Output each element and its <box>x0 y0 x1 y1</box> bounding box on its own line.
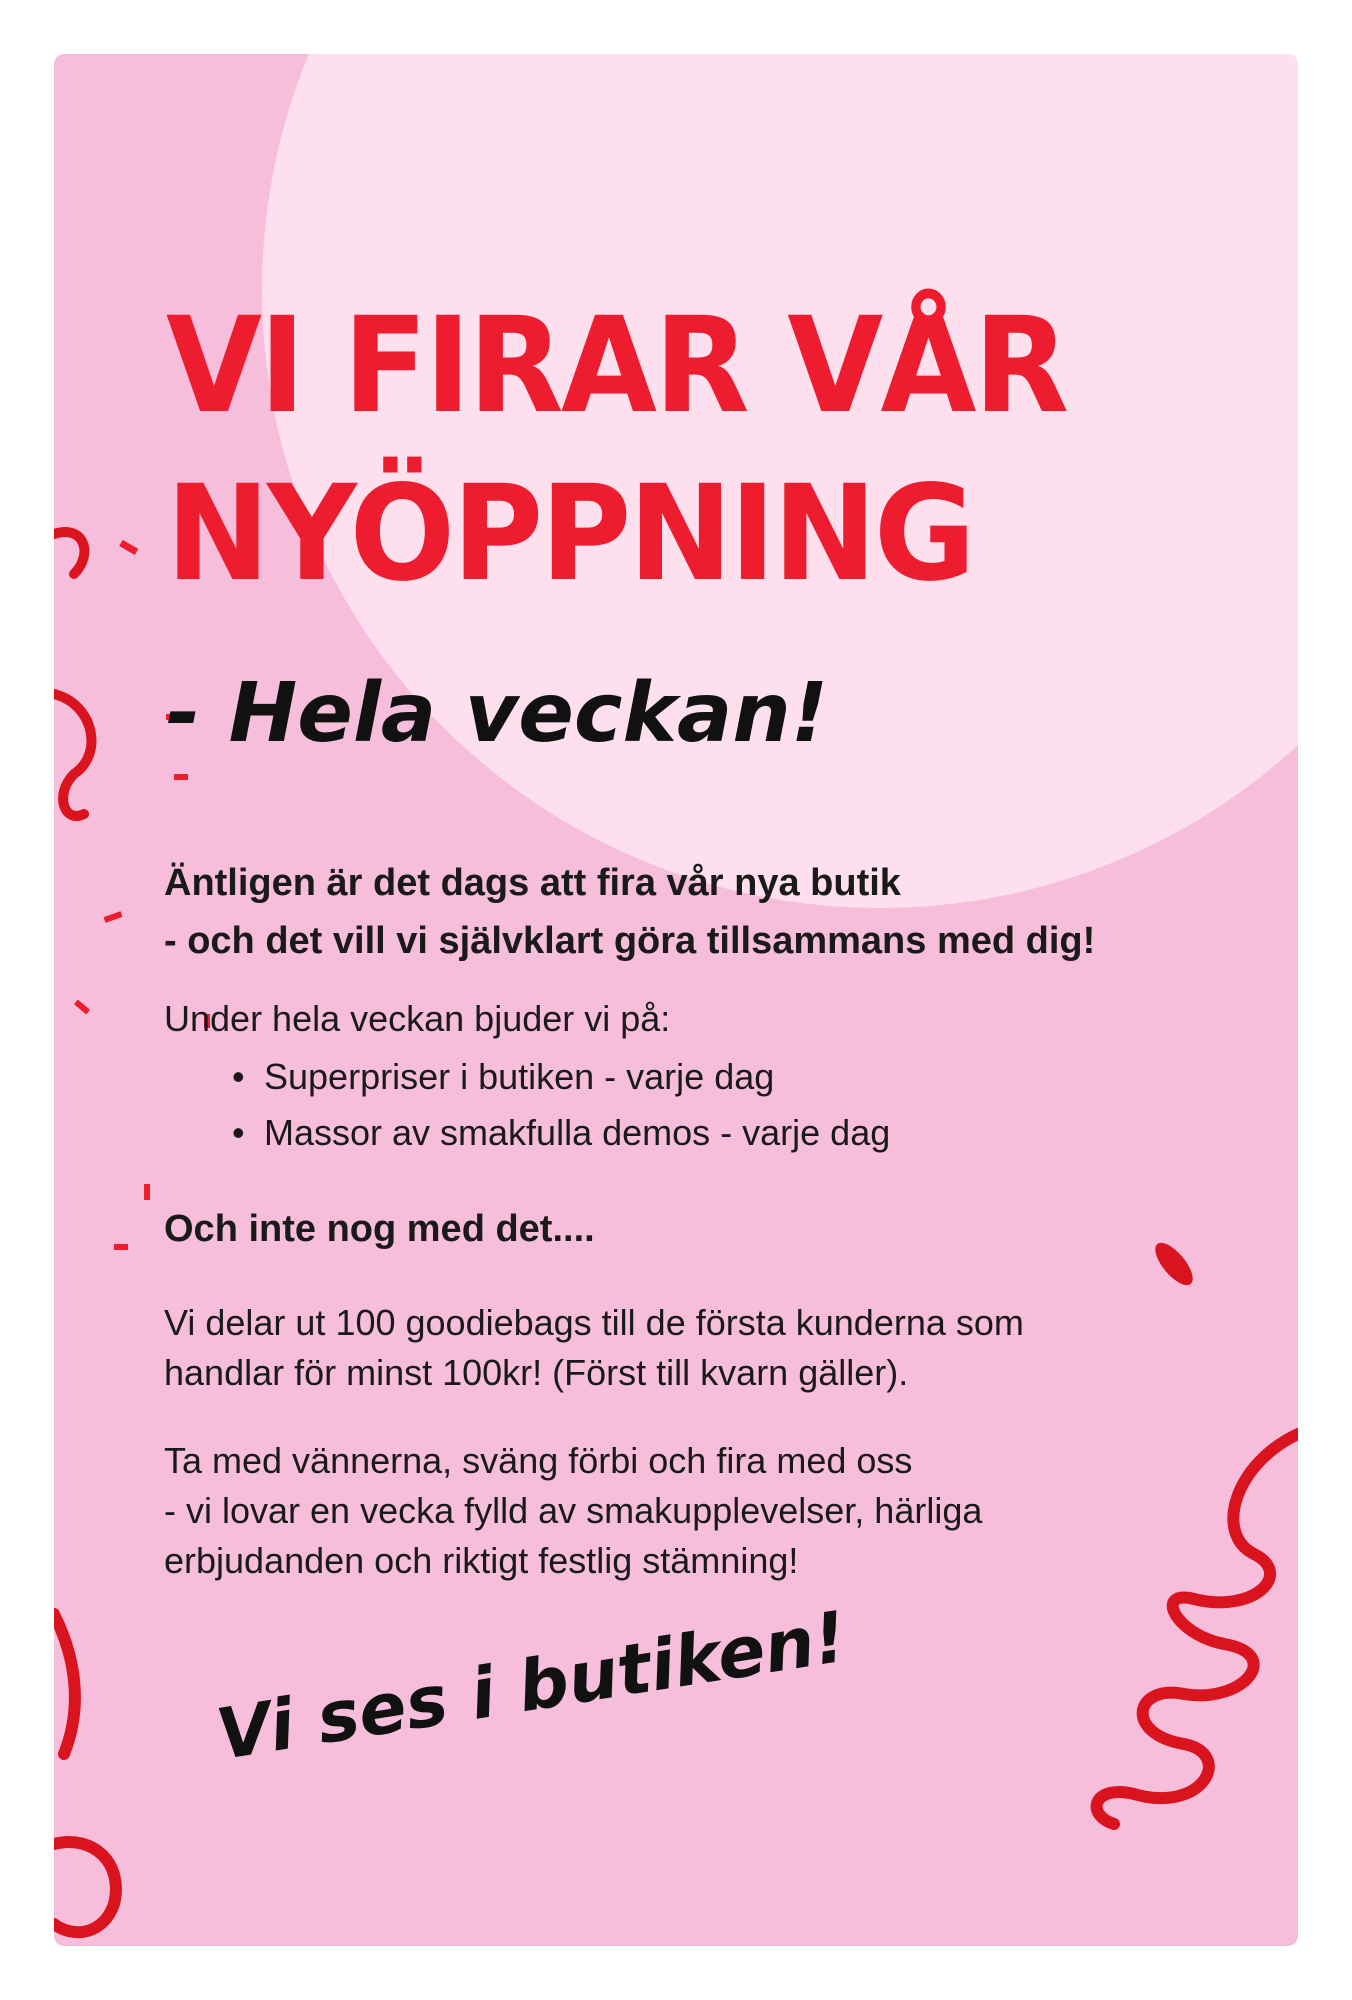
intro-line-1: Äntligen är det dags att fira vår nya butik <box>164 862 901 904</box>
signoff: Vi ses i butiken! <box>211 1595 852 1776</box>
subtitle: - Hela veckan! <box>166 666 829 761</box>
ribbon-streamer-left-top <box>54 532 91 816</box>
offers-heading: Under hela veckan bjuder vi på: <box>164 998 671 1039</box>
headline-line-1: VI FIRAR VÅR <box>166 289 1067 443</box>
goodiebag-paragraph <box>164 1298 1224 1398</box>
more-heading: Och inte nog med det.... <box>164 1208 595 1250</box>
paragraph-line: erbjudanden och riktigt festlig stämning! <box>164 1540 799 1581</box>
intro-text <box>164 854 1224 970</box>
offer-item: • Superpriser i butiken - varje dag <box>232 1049 1132 1105</box>
headline <box>166 282 1200 618</box>
offers-list <box>232 1049 1132 1161</box>
paragraph-line: Ta med vännerna, sväng förbi och fira med oss <box>164 1440 913 1481</box>
intro-line-2: - och det vill vi självklart göra tillsammans med dig! <box>164 920 1096 962</box>
confetti <box>144 1184 150 1200</box>
confetti <box>119 540 138 555</box>
confetti <box>174 774 188 780</box>
paragraph-line: - vi lovar en vecka fylld av smakupplevelser, härliga <box>164 1490 983 1531</box>
paragraph-line: handlar för minst 100kr! (Först till kvarn gäller). <box>164 1352 909 1393</box>
headline-line-2: NYÖPPNING <box>166 457 973 611</box>
poster <box>54 54 1298 1946</box>
confetti <box>104 911 123 923</box>
ribbon-streamer-left-bottom <box>54 1614 116 1932</box>
invite-paragraph <box>164 1436 1224 1586</box>
paragraph-line: Vi delar ut 100 goodiebags till de första kunderna som <box>164 1302 1024 1343</box>
confetti <box>114 1244 128 1250</box>
offer-item: • Massor av smakfulla demos - varje dag <box>232 1105 1132 1161</box>
confetti <box>74 1000 90 1015</box>
